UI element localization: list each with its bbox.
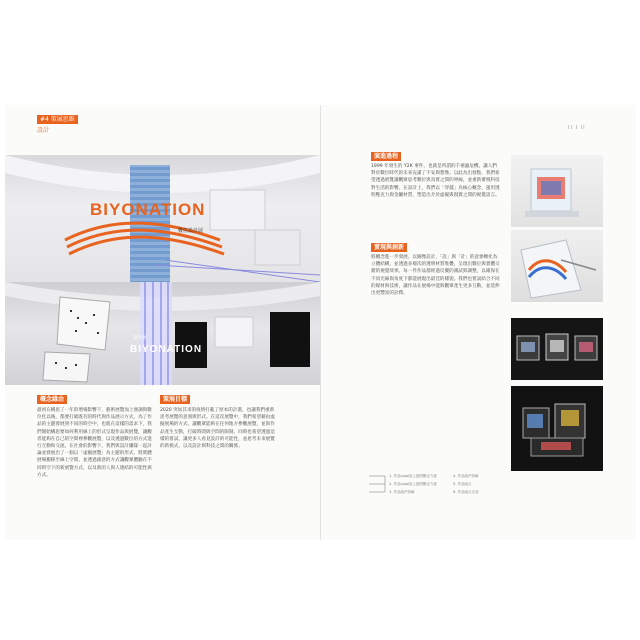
diagram-label-1: 1. 作品Logo加上透明壓克力板: [389, 474, 437, 478]
acrylic-product-photo-2: [511, 230, 603, 302]
acrylic-block-image: [511, 155, 603, 227]
diagram-label-5: 5. 作品組合: [453, 482, 472, 486]
vr-scene-bottom: [5, 282, 320, 385]
acrylic-set-image: [511, 386, 603, 471]
assembly-diagram-lines: [365, 470, 510, 508]
curation-goal-heading: 策展目標: [160, 395, 190, 404]
section-subtitle: 設計: [37, 127, 50, 134]
vr-exhibition-photo-top: [5, 155, 320, 282]
assembly-diagram: [365, 470, 510, 508]
concept-origin-text: 最初在構思了一年的增場影響下，藝術展覽加上強調與數位化以後，都要打破既有的時代與作品展示方式，為了作品的主題發展到不同的時空中，也就在這樣的需求下，我們開始構思要如何利用線上的形式呈現作品與展覽，讓觀者能夠在自己的空間裡參觀展覽，以及透過數位的方式進行互動和交流。在社會的影響下，我們與設計團隊一起討論並發展出了一個以「虛擬展覽」為主題的形式，將實體展場搬移至線上空間，並透過創意的方式讓觀眾體驗在不同時空下的新展覽方式，以及新的人與人連結的可能性與方式。: [37, 408, 152, 478]
acrylic-product-photo-1: [511, 155, 603, 227]
page-numbers: II Ⅰ II: [568, 125, 586, 131]
diagram-label-4: 4. 作品組件拆解: [453, 474, 479, 478]
vr-top-title: BIYONATION: [90, 200, 206, 219]
vr-top-subtitle: 數位設計展: [178, 228, 204, 234]
vr-exhibition-photo-bottom: [5, 282, 320, 385]
diagram-label-2: 2. 作品Logo加上透明壓克力板: [389, 482, 437, 486]
innovation-text: 將概念進一步發展，以圖像設計、「設」與「計」的意象轉化為立體結構，並透過多層次的透明材質堆疊，呈現出數位與實體交錯的視覺效果。每一件作品都經過反覆的測試與調整，以確保在不同光線與角度下都能展現出最佳的樣貌。我們也嘗試結合不同的媒材與技術，讓作品在展場中能與觀眾產生更多互動，並延伸出更豐富的詮釋。: [371, 255, 500, 297]
acrylic-cubes-image: [511, 318, 603, 380]
acrylic-product-photo-4: [511, 386, 603, 471]
vr-bottom-subtitle: 設計展: [133, 336, 147, 341]
evolution-text: 1999 年發生的 Y2K 事件，也就是所謂的千禧蟲危機，讓人們對於數位時代的未來充滿了不安與想像。以此為出發點，我們希望透過展覽讓觀眾思考數位與真實之間的界線，並重新審視科技對生活的影響。在設計上，我們以「穿越」為核心概念，運用透明壓克力與金屬材質，塑造出介於虛擬與現實之間的視覺語言。: [371, 164, 500, 198]
diagram-label-6: 6. 作品組合完成: [453, 490, 479, 494]
acrylic-stand-image: [511, 230, 603, 302]
section-tag: #4 策展思維: [37, 115, 78, 124]
curation-goal-text: 2020 突如其來的疫情打亂了原本的計畫，也讓我們重新思考展覽的意義與形式。在這次展覽中，我們希望藉由虛擬展場的方式，讓觀眾能夠在任何地方參觀展覽，並與作品產生互動，打破時間與空間的限制。同時也希望透過這樣的嘗試，讓更多人看見設計的可能性，並思考未來展覽的新模式，以及設計與科技之間的關係。: [160, 408, 275, 450]
concept-origin-heading: 概念緣由: [37, 395, 67, 404]
evolution-heading: 演進過程: [371, 152, 401, 161]
vr-bottom-title: BIYONATION: [130, 344, 203, 355]
page-gutter: [320, 105, 321, 540]
innovation-heading: 實現與創新: [371, 243, 407, 252]
diagram-label-3: 3. 作品組件拆解: [389, 490, 415, 494]
acrylic-product-photo-3: [511, 318, 603, 380]
